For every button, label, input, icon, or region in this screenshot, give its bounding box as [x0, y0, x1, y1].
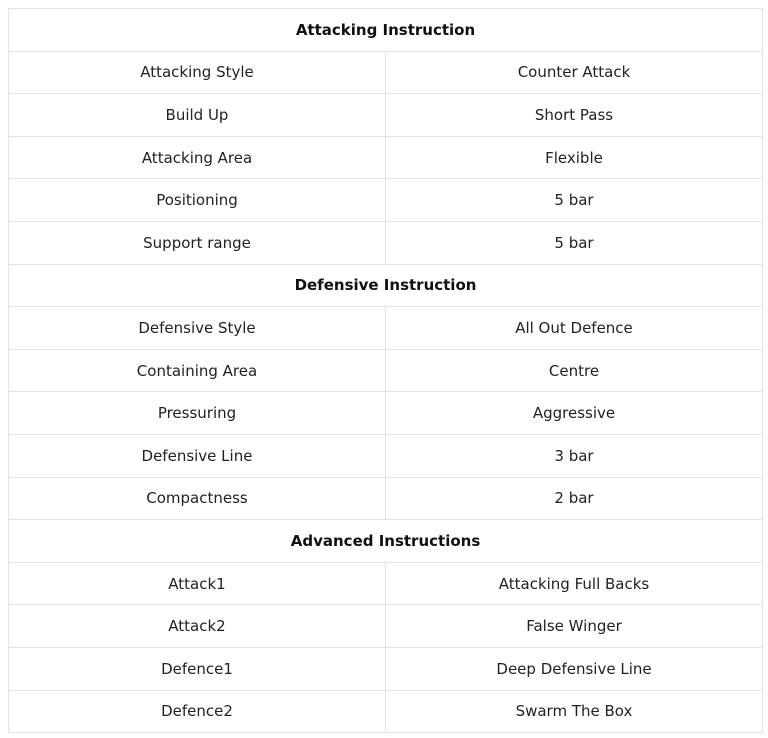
row-value: Deep Defensive Line [386, 647, 763, 690]
section-header-row [9, 264, 763, 307]
row-value: 5 bar [386, 179, 763, 222]
table-row [9, 51, 763, 94]
row-value: Centre [386, 349, 763, 392]
section-header-row [9, 520, 763, 563]
row-label: Pressuring [9, 392, 386, 435]
section-title-attacking: Attacking Instruction [9, 9, 763, 52]
row-label: Defence1 [9, 647, 386, 690]
row-label: Attack1 [9, 562, 386, 605]
row-label: Defensive Style [9, 307, 386, 350]
section-header-row [9, 9, 763, 52]
section-title-defensive: Defensive Instruction [9, 264, 763, 307]
section-title-advanced: Advanced Instructions [9, 520, 763, 563]
table-row [9, 392, 763, 435]
table-row [9, 477, 763, 520]
table-row [9, 179, 763, 222]
row-value: Counter Attack [386, 51, 763, 94]
row-value: All Out Defence [386, 307, 763, 350]
row-label: Defence2 [9, 690, 386, 733]
row-value: Flexible [386, 136, 763, 179]
table-row [9, 605, 763, 648]
row-label: Support range [9, 221, 386, 264]
table-row [9, 94, 763, 137]
row-label: Compactness [9, 477, 386, 520]
table-row [9, 307, 763, 350]
row-value: Aggressive [386, 392, 763, 435]
tactics-table [8, 8, 763, 733]
table-row [9, 221, 763, 264]
row-label: Defensive Line [9, 434, 386, 477]
row-value: Swarm The Box [386, 690, 763, 733]
row-label: Attacking Area [9, 136, 386, 179]
table-row [9, 562, 763, 605]
row-value: Short Pass [386, 94, 763, 137]
row-value: 3 bar [386, 434, 763, 477]
row-label: Attack2 [9, 605, 386, 648]
table-row [9, 136, 763, 179]
table-row [9, 434, 763, 477]
table-row [9, 349, 763, 392]
table-row [9, 690, 763, 733]
row-value: False Winger [386, 605, 763, 648]
row-label: Attacking Style [9, 51, 386, 94]
row-label: Containing Area [9, 349, 386, 392]
row-label: Build Up [9, 94, 386, 137]
row-label: Positioning [9, 179, 386, 222]
row-value: Attacking Full Backs [386, 562, 763, 605]
table-row [9, 647, 763, 690]
row-value: 5 bar [386, 221, 763, 264]
row-value: 2 bar [386, 477, 763, 520]
